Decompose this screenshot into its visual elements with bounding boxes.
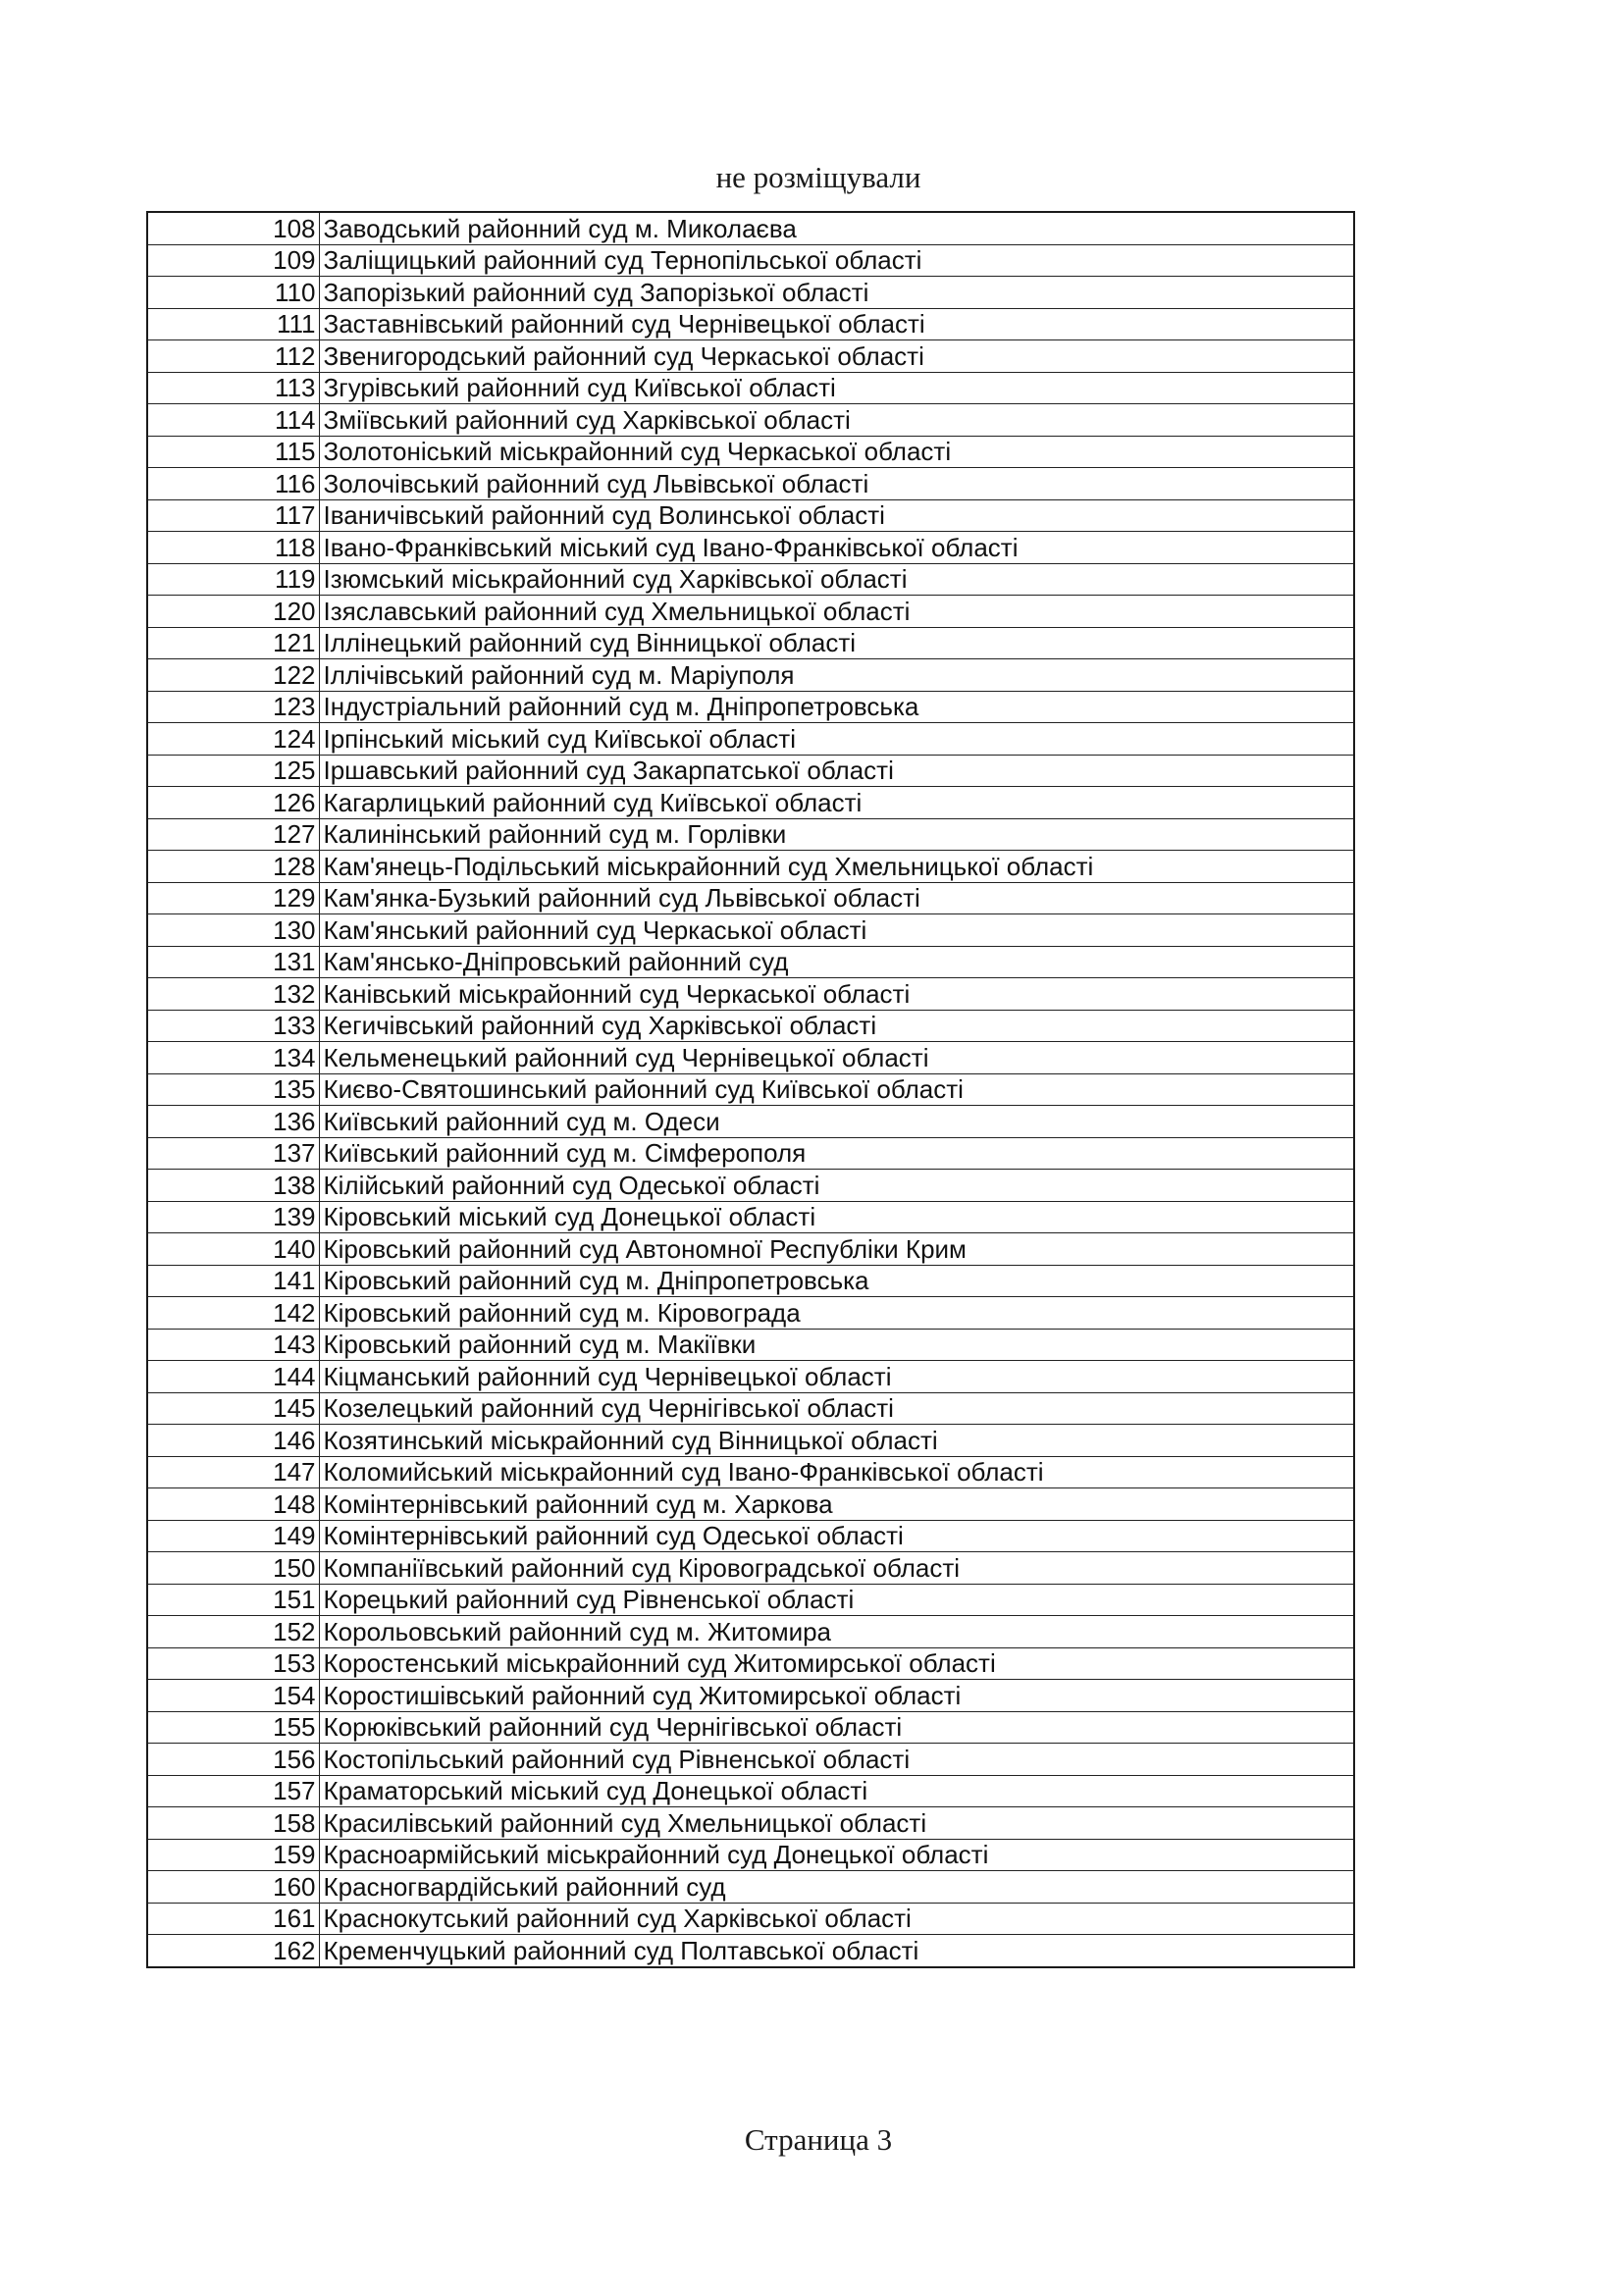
row-number-cell: 114 xyxy=(147,404,319,437)
table-row xyxy=(147,1456,1354,1488)
court-name-cell: Кіровський районний суд м. Кіровограда xyxy=(319,1297,1354,1330)
court-name-cell: Компаніївський районний суд Кіровоградської області xyxy=(319,1552,1354,1585)
court-name-cell: Заводський районний суд м. Миколаєва xyxy=(319,212,1354,244)
court-name-cell: Кам'янський районний суд Черкаської області xyxy=(319,914,1354,947)
table-row xyxy=(147,436,1354,468)
table-row xyxy=(147,1265,1354,1297)
row-number-cell: 127 xyxy=(147,818,319,851)
row-number-cell: 150 xyxy=(147,1552,319,1585)
court-name-cell: Іваничівський районний суд Волинської області xyxy=(319,499,1354,532)
table-row xyxy=(147,596,1354,628)
table-row xyxy=(147,1488,1354,1521)
court-name-cell: Кіровський районний суд м. Дніпропетровська xyxy=(319,1265,1354,1297)
table-row xyxy=(147,1839,1354,1871)
row-number-cell: 147 xyxy=(147,1456,319,1488)
row-number-cell: 153 xyxy=(147,1647,319,1680)
table-row xyxy=(147,691,1354,723)
table-row xyxy=(147,1329,1354,1361)
row-number-cell: 122 xyxy=(147,659,319,692)
court-name-cell: Корюківський районний суд Чернігівської області xyxy=(319,1711,1354,1744)
table-row xyxy=(147,723,1354,756)
court-name-cell: Іршавський районний суд Закарпатської області xyxy=(319,755,1354,787)
court-name-cell: Кам'янець-Подільський міськрайонний суд Хмельницької області xyxy=(319,851,1354,883)
table-row xyxy=(147,1616,1354,1648)
table-row xyxy=(147,212,1354,244)
table-row xyxy=(147,1201,1354,1233)
table-row xyxy=(147,1520,1354,1552)
table-row xyxy=(147,1042,1354,1074)
court-name-cell: Коломийський міськрайонний суд Івано-Франківської області xyxy=(319,1456,1354,1488)
court-name-cell: Києво-Святошинський районний суд Київської області xyxy=(319,1073,1354,1106)
row-number-cell: 111 xyxy=(147,308,319,340)
court-name-cell: Красилівський районний суд Хмельницької області xyxy=(319,1807,1354,1840)
court-list-table xyxy=(146,211,1355,1968)
row-number-cell: 118 xyxy=(147,532,319,564)
court-name-cell: Корецький районний суд Рівненської області xyxy=(319,1584,1354,1616)
row-number-cell: 116 xyxy=(147,468,319,500)
table-row xyxy=(147,978,1354,1011)
table-row xyxy=(147,659,1354,692)
row-number-cell: 132 xyxy=(147,978,319,1011)
table-row xyxy=(147,946,1354,978)
table-row xyxy=(147,1711,1354,1744)
row-number-cell: 144 xyxy=(147,1361,319,1393)
table-row xyxy=(147,499,1354,532)
row-number-cell: 152 xyxy=(147,1616,319,1648)
row-number-cell: 145 xyxy=(147,1392,319,1425)
row-number-cell: 148 xyxy=(147,1488,319,1521)
row-number-cell: 125 xyxy=(147,755,319,787)
court-name-cell: Кам'янка-Бузький районний суд Львівської області xyxy=(319,882,1354,914)
court-name-cell: Комінтернівський районний суд м. Харкова xyxy=(319,1488,1354,1521)
court-name-cell: Звенигородський районний суд Черкаської області xyxy=(319,340,1354,373)
row-number-cell: 119 xyxy=(147,563,319,596)
page-number-footer: Страница 3 xyxy=(744,2122,893,2157)
table-row xyxy=(147,1680,1354,1712)
row-number-cell: 155 xyxy=(147,1711,319,1744)
court-name-cell: Кегичівський районний суд Харківської області xyxy=(319,1010,1354,1042)
court-name-cell: Калинінський районний суд м. Горлівки xyxy=(319,818,1354,851)
table-row xyxy=(147,372,1354,404)
court-name-cell: Індустріальний районний суд м. Дніпропетровська xyxy=(319,691,1354,723)
row-number-cell: 157 xyxy=(147,1775,319,1807)
table-row xyxy=(147,244,1354,277)
table-row xyxy=(147,914,1354,947)
court-name-cell: Кіровський районний суд м. Макіївки xyxy=(319,1329,1354,1361)
court-name-cell: Заліщицький районний суд Тернопільської області xyxy=(319,244,1354,277)
row-number-cell: 110 xyxy=(147,277,319,309)
table-row xyxy=(147,1010,1354,1042)
row-number-cell: 108 xyxy=(147,212,319,244)
row-number-cell: 117 xyxy=(147,499,319,532)
court-name-cell: Ізяславський районний суд Хмельницької області xyxy=(319,596,1354,628)
table-row xyxy=(147,1775,1354,1807)
court-name-cell: Кременчуцький районний суд Полтавської області xyxy=(319,1935,1354,1967)
row-number-cell: 135 xyxy=(147,1073,319,1106)
court-name-cell: Кельменецький районний суд Чернівецької області xyxy=(319,1042,1354,1074)
table-row xyxy=(147,340,1354,373)
court-name-cell: Канівський міськрайонний суд Черкаської області xyxy=(319,978,1354,1011)
row-number-cell: 162 xyxy=(147,1935,319,1967)
court-name-cell: Корольовський районний суд м. Житомира xyxy=(319,1616,1354,1648)
row-number-cell: 130 xyxy=(147,914,319,947)
row-number-cell: 120 xyxy=(147,596,319,628)
court-name-cell: Краснокутський районний суд Харківської області xyxy=(319,1903,1354,1935)
court-name-cell: Золотоніський міськрайонний суд Черкаської області xyxy=(319,436,1354,468)
table-row xyxy=(147,532,1354,564)
court-name-cell: Коростенський міськрайонний суд Житомирської області xyxy=(319,1647,1354,1680)
court-name-cell: Кілійський районний суд Одеської області xyxy=(319,1170,1354,1202)
row-number-cell: 149 xyxy=(147,1520,319,1552)
court-name-cell: Костопільський районний суд Рівненської області xyxy=(319,1744,1354,1776)
table-row xyxy=(147,1106,1354,1138)
court-name-cell: Запорізький районний суд Запорізької області xyxy=(319,277,1354,309)
row-number-cell: 161 xyxy=(147,1903,319,1935)
court-name-cell: Коростишівський районний суд Житомирської області xyxy=(319,1680,1354,1712)
row-number-cell: 146 xyxy=(147,1425,319,1457)
row-number-cell: 158 xyxy=(147,1807,319,1840)
row-number-cell: 128 xyxy=(147,851,319,883)
court-name-cell: Кіцманський районний суд Чернівецької області xyxy=(319,1361,1354,1393)
court-name-cell: Козелецький районний суд Чернігівської області xyxy=(319,1392,1354,1425)
table-row xyxy=(147,1297,1354,1330)
row-number-cell: 160 xyxy=(147,1871,319,1904)
row-number-cell: 133 xyxy=(147,1010,319,1042)
table-row xyxy=(147,882,1354,914)
table-row xyxy=(147,1425,1354,1457)
court-name-cell: Комінтернівський районний суд Одеської області xyxy=(319,1520,1354,1552)
table-row xyxy=(147,1552,1354,1585)
table-row xyxy=(147,1233,1354,1266)
row-number-cell: 140 xyxy=(147,1233,319,1266)
court-name-cell: Ірпінський міський суд Київської області xyxy=(319,723,1354,756)
court-name-cell: Золочівський районний суд Львівської області xyxy=(319,468,1354,500)
table-row xyxy=(147,1935,1354,1967)
row-number-cell: 159 xyxy=(147,1839,319,1871)
row-number-cell: 138 xyxy=(147,1170,319,1202)
table-row xyxy=(147,1137,1354,1170)
table-row xyxy=(147,308,1354,340)
row-number-cell: 139 xyxy=(147,1201,319,1233)
row-number-cell: 141 xyxy=(147,1265,319,1297)
court-name-cell: Івано-Франківський міський суд Івано-Франківської області xyxy=(319,532,1354,564)
table-row xyxy=(147,1903,1354,1935)
row-number-cell: 142 xyxy=(147,1297,319,1330)
table-row xyxy=(147,1871,1354,1904)
court-name-cell: Заставнівський районний суд Чернівецької області xyxy=(319,308,1354,340)
court-name-cell: Київський районний суд м. Сімферополя xyxy=(319,1137,1354,1170)
table-row xyxy=(147,1807,1354,1840)
row-number-cell: 115 xyxy=(147,436,319,468)
row-number-cell: 124 xyxy=(147,723,319,756)
row-number-cell: 151 xyxy=(147,1584,319,1616)
table-row xyxy=(147,277,1354,309)
table-row xyxy=(147,1744,1354,1776)
table-row xyxy=(147,755,1354,787)
row-number-cell: 126 xyxy=(147,787,319,819)
court-name-cell: Краматорський міський суд Донецької області xyxy=(319,1775,1354,1807)
row-number-cell: 113 xyxy=(147,372,319,404)
row-number-cell: 129 xyxy=(147,882,319,914)
row-number-cell: 121 xyxy=(147,627,319,659)
court-name-cell: Згурівський районний суд Київської області xyxy=(319,372,1354,404)
row-number-cell: 154 xyxy=(147,1680,319,1712)
table-row xyxy=(147,1170,1354,1202)
court-name-cell: Красноармійський міськрайонний суд Донецької області xyxy=(319,1839,1354,1871)
court-name-cell: Красногвардійський районний суд xyxy=(319,1871,1354,1904)
court-name-cell: Кіровський міський суд Донецької області xyxy=(319,1201,1354,1233)
court-name-cell: Київський районний суд м. Одеси xyxy=(319,1106,1354,1138)
court-name-cell: Ізюмський міськрайонний суд Харківської області xyxy=(319,563,1354,596)
row-number-cell: 143 xyxy=(147,1329,319,1361)
court-name-cell: Кам'янсько-Дніпровський районний суд xyxy=(319,946,1354,978)
table-row xyxy=(147,563,1354,596)
court-name-cell: Кіровський районний суд Автономної Республіки Крим xyxy=(319,1233,1354,1266)
table-row xyxy=(147,787,1354,819)
court-name-cell: Кагарлицький районний суд Київської області xyxy=(319,787,1354,819)
row-number-cell: 109 xyxy=(147,244,319,277)
court-list-body xyxy=(147,212,1354,1967)
table-row xyxy=(147,1392,1354,1425)
row-number-cell: 136 xyxy=(147,1106,319,1138)
table-row xyxy=(147,627,1354,659)
table-row xyxy=(147,1584,1354,1616)
table-row xyxy=(147,468,1354,500)
page-header-title: не розміщували xyxy=(715,160,921,194)
court-name-cell: Козятинський міськрайонний суд Вінницької області xyxy=(319,1425,1354,1457)
table-row xyxy=(147,851,1354,883)
row-number-cell: 134 xyxy=(147,1042,319,1074)
table-row xyxy=(147,1361,1354,1393)
row-number-cell: 112 xyxy=(147,340,319,373)
row-number-cell: 131 xyxy=(147,946,319,978)
row-number-cell: 137 xyxy=(147,1137,319,1170)
table-row xyxy=(147,818,1354,851)
row-number-cell: 123 xyxy=(147,691,319,723)
table-row xyxy=(147,404,1354,437)
court-name-cell: Іллінецький районний суд Вінницької області xyxy=(319,627,1354,659)
table-row xyxy=(147,1647,1354,1680)
court-name-cell: Зміївський районний суд Харківської області xyxy=(319,404,1354,437)
row-number-cell: 156 xyxy=(147,1744,319,1776)
table-row xyxy=(147,1073,1354,1106)
court-name-cell: Іллічівський районний суд м. Маріуполя xyxy=(319,659,1354,692)
